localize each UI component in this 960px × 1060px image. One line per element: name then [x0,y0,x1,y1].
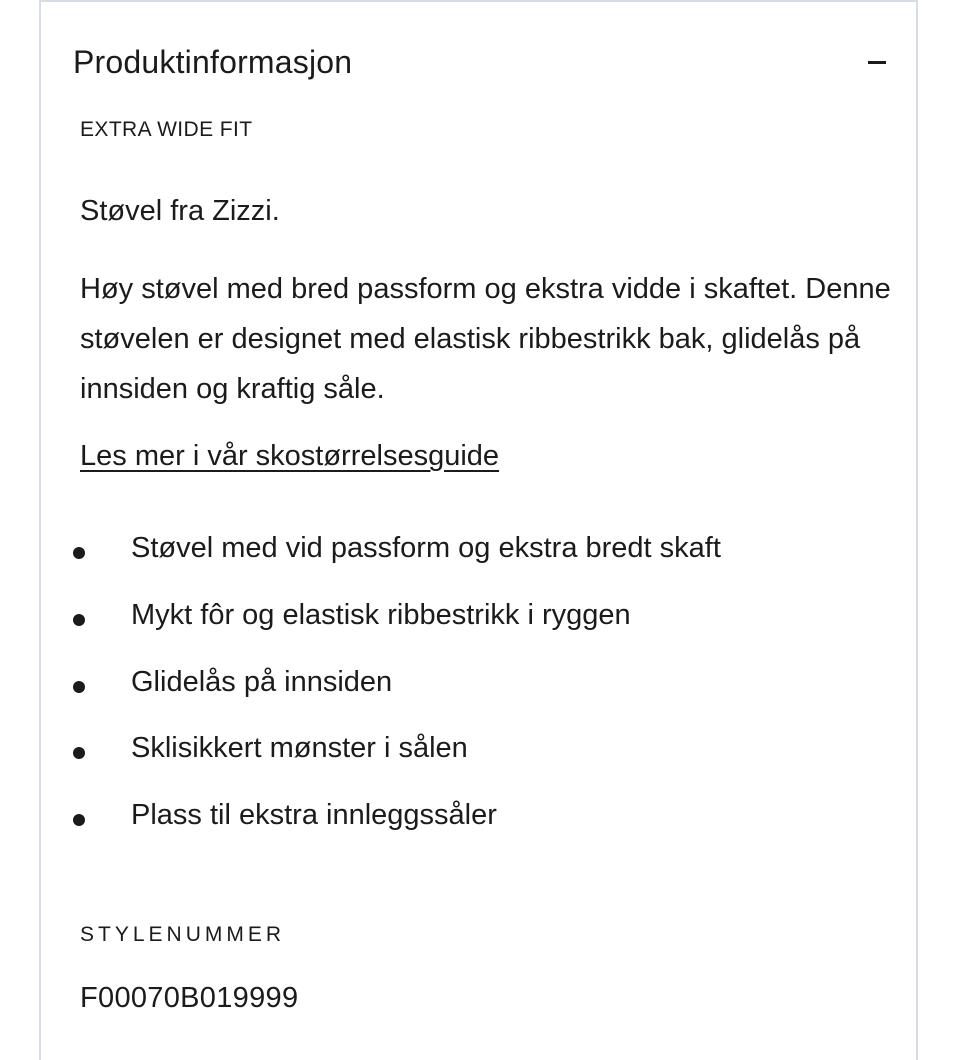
product-info-panel [39,0,918,1060]
bullet-icon [73,747,85,759]
product-intro: Støvel fra Zizzi. [80,195,280,227]
list-item [69,666,721,733]
feature-text: Plass til ekstra innleggssåler [131,799,497,831]
bullet-icon [73,547,85,559]
feature-text: Mykt fôr og elastisk ribbestrikk i ryggen [131,598,631,631]
fit-label: EXTRA WIDE FIT [80,118,253,141]
minus-icon[interactable] [868,61,886,64]
list-item [69,799,721,866]
accordion-header[interactable] [73,38,892,86]
feature-text: Støvel med vid passform og ekstra bredt skaft [131,532,721,564]
product-description: Høy støvel med bred passform og ekstra vidde i skaftet. Denne støvelen er designet med elastisk ribbestrikk bak, glidelås på innsiden og kraftig såle. [80,273,891,405]
size-guide-link[interactable]: Les mer i vår skostørrelsesguide [80,440,500,472]
accordion-title: Produktinformasjon [73,43,353,80]
bullet-icon [73,681,85,693]
style-number-value: F00070B019999 [80,982,299,1014]
bullet-icon [73,814,85,826]
list-item [69,732,721,799]
list-item [69,532,721,599]
feature-text: Glidelås på innsiden [131,665,393,698]
style-number-label: STYLENUMMER [80,923,286,946]
bullet-icon [73,614,85,626]
list-item [69,599,721,666]
feature-text: Sklisikkert mønster i sålen [131,732,468,765]
feature-list [69,532,721,866]
